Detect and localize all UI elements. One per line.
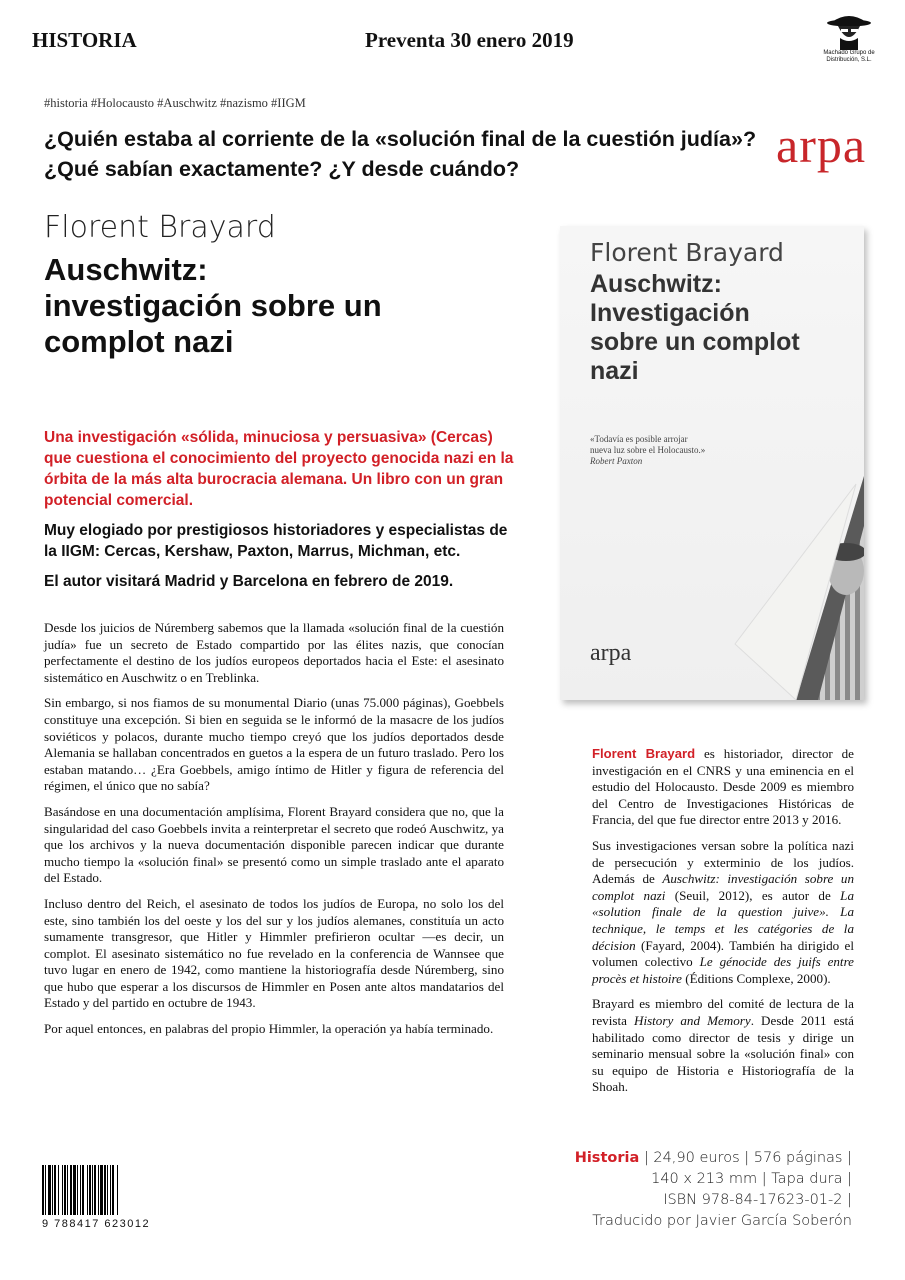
pitch-author-visit: El autor visitará Madrid y Barcelona en febrero de 2019.: [44, 573, 454, 590]
bio-book-title: La «solution finale de la question juive». La technique, le temps et les catégories de la décision: [592, 887, 854, 953]
lead-question: ¿Quién estaba al corriente de la «solución final de la cuestión judía»? ¿Qué sabían exactamente? ¿Y desde cuándo?: [44, 127, 757, 181]
barcode-bar: [48, 1165, 51, 1215]
synopsis-paragraph: Incluso dentro del Reich, el asesinato de todos los judíos de Europa, no solo los del este, sino también los del oeste y los del sur y los judíos alemanes, constituía un acto sumamente transgresor, que Hitler y Himmler prefirieron ocultar —es decir, un complot. El asesinato sistemático no fue revelado en la conferencia de Wannsee que tuvo lugar en enero de 1942, como mantiene la historiografía desde Núremberg, sino que hubo que esperar a los discursos de Himmler en Posen ante altos mandatarios del Estado y del partido en octubre de 1943.: [44, 895, 504, 1011]
bio-book-title: Le génocide des juifs entre procès et histoire: [592, 954, 854, 986]
barcode-bar: [82, 1165, 84, 1215]
cover-quote-line: «Todavía es posible arrojar: [590, 434, 688, 444]
barcode-bar: [80, 1165, 81, 1215]
barcode-bar: [100, 1165, 103, 1215]
barcode-bar: [64, 1165, 66, 1215]
barcode-bar: [62, 1165, 63, 1215]
bio-text: (Seuil, 2012), es autor de: [665, 887, 841, 903]
specs-isbn: ISBN 978-84-17623-01-2 |: [663, 1192, 852, 1208]
specs-line: [560, 1148, 852, 1169]
cover-publisher: arpa: [590, 640, 632, 666]
hat-man-icon: [824, 8, 874, 50]
barcode-bar: [54, 1165, 56, 1215]
barcode-number: 9 788417 623012: [42, 1218, 151, 1230]
bio-text: (Fayard, 2004). También ha dirigido el volumen colectivo: [592, 937, 854, 970]
bio-text: Brayard es miembro del comité de lectura de la revista: [592, 996, 854, 1028]
cover-title-line: Auschwitz:: [590, 270, 722, 298]
book-specs: [560, 1148, 852, 1232]
hashtags: #historia #Holocausto #Auschwitz #nazismo #IIGM: [44, 96, 306, 110]
synopsis-paragraph: Sin embargo, si nos fiamos de su monumental Diario (unas 75.000 páginas), Goebbels constituye una excepción. Si bien en seguida se le informó de la masacre de los judíos soviéticos y polacos, durante mucho tiempo creyó que los judíos deportados desde Alemania se hallaban concentrados en guetos a la espera de un futuro traslado. Pero los estaban matando… ¿Era Goebbels, amigo íntimo de Hitler y figura de referencia del régimen, el único que no sabía?: [44, 695, 504, 794]
barcode-bar: [117, 1165, 118, 1215]
bio-author-name: Florent Brayard: [592, 746, 696, 761]
publisher-logo: arpa: [776, 117, 867, 173]
specs-category: Historia: [574, 1150, 640, 1166]
specs-translator: Traducido por Javier García Soberón: [592, 1213, 852, 1229]
cover-title-line: sobre un complot: [590, 328, 800, 356]
barcode-bar: [92, 1165, 93, 1215]
bio-journal-title: History and Memory: [633, 1012, 751, 1028]
bio-book-title: Auschwitz: investigación sobre un complot nazi: [592, 871, 855, 903]
header-category: HISTORIA: [32, 28, 137, 52]
barcode-bar: [104, 1165, 106, 1215]
barcode-bar: [42, 1165, 44, 1215]
barcode-bar: [67, 1165, 68, 1215]
cover-title-line: nazi: [590, 357, 639, 385]
barcode-bar: [77, 1165, 78, 1215]
book-title: Auschwitz: investigación sobre un complot nazi: [44, 252, 382, 359]
bio-text: . Desde 2011 está habilitado como director de tesis y dirige un seminario mensual sobre la «solución final» con su equipo de Historia e Historiografía de la Shoah.: [592, 1012, 854, 1095]
bio-paragraph: [592, 746, 854, 829]
specs-price-pages: | 24,90 euros | 576 páginas |: [639, 1150, 852, 1166]
barcode-bar: [94, 1165, 96, 1215]
bio-text: (Éditions Complexe, 2000).: [681, 970, 831, 986]
cover-quote-author: Robert Paxton: [590, 456, 643, 466]
pitch-praise: Muy elogiado por prestigiosos historiadores y especialistas de la IIGM: Cercas, Kershaw, Paxton, Marrus, Michman, etc.: [44, 522, 508, 560]
barcode-bar: [87, 1165, 88, 1215]
specs-line: 140 x 213 mm | Tapa dura |: [651, 1171, 852, 1187]
author-bio: [592, 746, 854, 1105]
cover-quote: [590, 434, 760, 467]
barcode-bar: [110, 1165, 111, 1215]
cover-author: Florent Brayard: [590, 238, 784, 267]
barcode-bar: [89, 1165, 91, 1215]
bio-paragraph: [592, 996, 854, 1096]
synopsis-paragraph: Basándose en una documentación amplísima, Florent Brayard considera que no, que la singularidad del caso Goebbels invita a reinterpretar el secreto que rodeó Auschwitz, ya que los archivos y la nueva documentación disponible parecen indicar que durante mucho tiempo la «solución final» se presentó como un simple traslado ante el aparato del Estado.: [44, 803, 504, 886]
synopsis-paragraph: Por aquel entonces, en palabras del propio Himmler, la operación ya había terminado.: [44, 1021, 494, 1037]
bio-text: es historiador, director de investigación en el CNRS y una eminencia en el estudio del Holocausto. Desde 2009 es miembro del Centro de Investigaciones Históricas de Francia, del que fue director entre 2013 y 2016.: [592, 746, 854, 828]
barcode-bar: [70, 1165, 72, 1215]
bio-text: Sus investigaciones versan sobre la política nazi de persecución y exterminio de los judíos. Además de: [592, 837, 854, 887]
barcode: [40, 1165, 158, 1217]
book-author: Florent Brayard: [44, 210, 276, 245]
synopsis: [44, 620, 504, 1047]
synopsis-paragraph: Desde los juicios de Núremberg sabemos que la llamada «solución final de la cuestión judía» fue un secreto de Estado compartido por las élites nazis, que conocían perfectamente el destino de los judíos europeos deportados hacia el Este: el asesinato sistemático en Auschwitz o en Treblinka.: [44, 620, 504, 685]
cover-quote-line: nueva luz sobre el Holocausto.»: [590, 445, 706, 455]
barcode-bar: [58, 1165, 59, 1215]
barcode-bar: [73, 1165, 76, 1215]
book-cover: [560, 226, 864, 700]
pitch-highlight: Una investigación «sólida, minuciosa y persuasiva» (Cercas) que cuestiona el conocimiento del proyecto genocida nazi en la órbita de la más alta burocracia alemana. Un libro con un gran potencial comercial.: [44, 429, 514, 509]
barcode-bar: [52, 1165, 53, 1215]
distributor-logo: [808, 8, 890, 64]
cover-title: [590, 270, 850, 386]
cover-title-line: Investigación: [590, 299, 750, 327]
barcode-bar: [98, 1165, 99, 1215]
barcode-bar: [107, 1165, 108, 1215]
presale-date: Preventa 30 enero 2019: [365, 28, 574, 52]
bio-paragraph: [592, 838, 854, 987]
barcode-bar: [45, 1165, 46, 1215]
barcode-bar: [112, 1165, 114, 1215]
distributor-name: Machado Grupo de Distribución, S.L.: [823, 50, 875, 63]
